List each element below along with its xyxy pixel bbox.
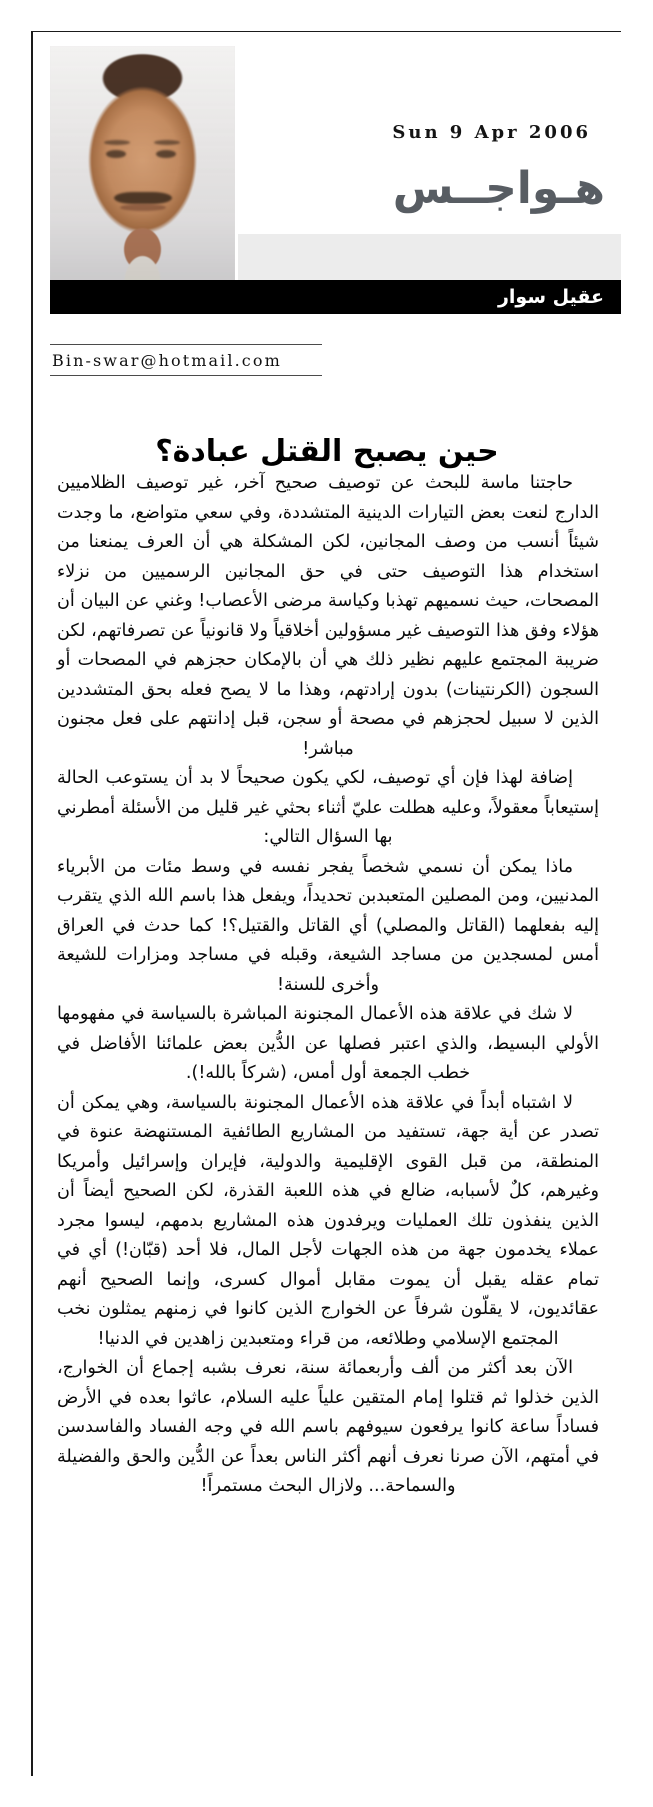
page-inner	[33, 32, 621, 1776]
email-rule-bottom	[50, 375, 322, 376]
article-body	[57, 469, 599, 1502]
article-headline: حين يصبح القتل عبادة؟	[155, 434, 499, 470]
portrait-shading	[50, 46, 235, 294]
issue-date: Sun 9 Apr 2006	[392, 122, 591, 143]
author-byline-bar	[50, 280, 621, 314]
masthead	[33, 32, 621, 308]
article-paragraph: ماذا يمكن أن نسمي شخصاً يفجر نفسه في وسط مئات من الأبرياء المدنيين، ومن المصلين المتعبدبن تحديداً، ويفعل هذا باسم الله الذي يتقرب إليه بفعلهما (القاتل والمصلي) أي القاتل والقتيل؟! كما حدث في العراق أمس لمسجدين من مساجد الشيعة، وقبله في مساجد ومزارات للشيعة وأخرى للسنة!	[57, 856, 599, 995]
masthead-grey-band	[238, 234, 621, 280]
newspaper-column-page	[31, 31, 621, 1776]
article-paragraph: حاجتنا ماسة للبحث عن توصيف صحيح آخر، غير توصيف الظلاميين الدارج لنعت بعض التيارات الدينية المتشددة، وفي سعي متواضع، ما وجدت شيئاً أنسب من وصف المجانين، لكن المشكلة هي أن العرف يمنعنا من استخدام هذا التوصيف حتى في حق المجانين الرسميين من نزلاء المصحات، حيث نسميهم تهذبا وكياسة مرضى الأعصاب! وغني عن البيان أن هؤلاء وفق هذا التوصيف غير مسؤولين أخلاقياً ولا قانونياً عن تصرفاتهم، لكن ضريبة المجتمع عليهم نظير ذلك هي أن بالإمكان حجزهم في المصحات أو السجون (الكرنتينات) بدون إرادتهم، وهذا ما لا يصح فعله بحق المتشددين الذين لا سبيل لحجزهم في مصحة أو سجن، قبل إدانتهم على فعل مجنون مباشر!	[57, 473, 599, 759]
column-logo-title: هـواجــس	[392, 163, 605, 214]
article-paragraph: لا شك في علاقة هذه الأعمال المجنونة المباشرة بالسياسة في مفهومها الأولي البسيط، والذي اعتبر فصلها عن الدُّين بعض علمائنا الأفاضل في خطب الجمعة أول أمس، (شركاً بالله!).	[57, 1004, 599, 1083]
article-paragraph: لا اشتباه أبداً في علاقة هذه الأعمال المجنونة بالسياسة، وهي يمكن أن تصدر عن أية جهة، تستفيد من المشاريع الطائفية المستنهضة عنوة في المنطقة، من قبل القوى الإقليمية والدولية، فإيران وإسرائيل وأمريكا وغيرهم، كلٌ لأسبابه، ضالع في هذه اللعبة القذرة، لكن الصحيح أيضاً أن الذين ينفذون تلك العمليات ويرفدون هذه المشاريع بدمهم، ليسوا مجرد عملاء يخدمون جهة من هذه الجهات لأجل المال، فلا أحد (قبّان!) أي في تمام عقله يقبل أن يموت مقابل أموال كسرى، وإنما الصحيح أنهم عقائديون، لا يقلّون شرفاً عن الخوارج الذين كانوا في زمنهم يمثلون نخب المجتمع الإسلامي وطلائعه، من قراء ومتعبدين زاهدين في الدنيا!	[57, 1092, 599, 1349]
author-name: عقيل سوار	[497, 286, 604, 308]
author-email-link[interactable]: Bin-swar@hotmail.com	[52, 351, 282, 370]
author-email-block	[50, 344, 322, 376]
article-paragraph: إضافة لهذا فإن أي توصيف، لكي يكون صحيحاً لا بد أن يستوعب الحالة إستيعاباً معقولاً، وعليه هطلت عليّ أثناء بحثي غير قليل من الأسئلة أمطرني بها السؤال التالي:	[57, 768, 599, 847]
article-paragraph: الآن بعد أكثر من ألف وأربعمائة سنة، نعرف بشبه إجماع أن الخوارج، الذين خذلوا ثم قتلوا إمام المتقين علياً عليه السلام، عاثوا بعده في الأرض فساداً ساعة كانوا يرفعون سيوفهم باسم الله في وجه الفساد والفاسدسن في أمتهم، الآن صرنا نعرف أنهم أكثر الناس بعداً عن الدُّين والحق والفضيلة والسماحة... ولازال البحث مستمراً!	[57, 1358, 599, 1496]
author-portrait-photo	[50, 46, 235, 294]
